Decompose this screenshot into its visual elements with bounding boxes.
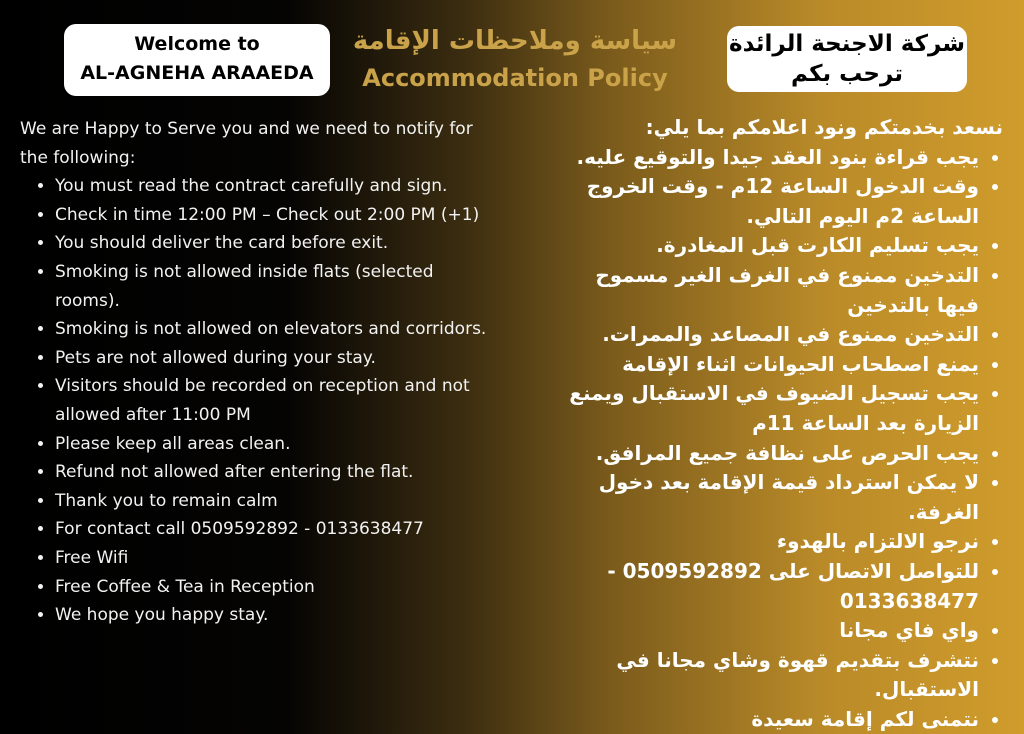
english-policy-item: • Please keep all areas clean.: [55, 430, 490, 459]
arabic-policy-item: • يجب تسجيل الضيوف في الاستقبال ويمنع الزيارة بعد الساعة 11م: [548, 379, 979, 438]
english-policy-list: [20, 172, 490, 630]
company-name-arabic: شركة الاجنحة الرائدة: [729, 31, 965, 57]
english-policy-item: • Check in time 12:00 PM – Check out 2:00 PM (+1): [55, 201, 490, 230]
arabic-policy-item: • التدخين ممنوع في الغرف الغير مسموح فيها بالتدخين: [548, 261, 979, 320]
english-policy-item: • For contact call 0509592892 - 0133638477: [55, 515, 490, 544]
arabic-policy-item: • وقت الدخول الساعة 12م - وقت الخروج الساعة 2م اليوم التالي.: [548, 172, 979, 231]
arabic-policy-item: • يمنع اصطحاب الحيوانات اثناء الإقامة: [548, 350, 979, 380]
english-policy-item: • Refund not allowed after entering the flat.: [55, 458, 490, 487]
english-policy-item: • Free Wifi: [55, 544, 490, 573]
arabic-policy-item: • التدخين ممنوع في المصاعد والممرات.: [548, 320, 979, 350]
arabic-policy-list: [548, 143, 1003, 734]
arabic-policy-item: • واي فاي مجانا: [548, 616, 979, 646]
arabic-policy-item: • نتشرف بتقديم قهوة وشاي مجانا في الاستقبال.: [548, 646, 979, 705]
english-policy-item: • Smoking is not allowed inside flats (selected rooms).: [55, 258, 490, 315]
policy-title-arabic: سياسة وملاحظات الإقامة: [352, 26, 678, 56]
english-intro: We are Happy to Serve you and we need to notify for the following:: [20, 119, 473, 168]
english-policy-item: • Free Coffee & Tea in Reception: [55, 573, 490, 602]
english-policy-item: • Smoking is not allowed on elevators and corridors.: [55, 315, 490, 344]
english-policy-item: • We hope you happy stay.: [55, 601, 490, 630]
company-badge-arabic: [727, 26, 967, 92]
english-policy-item: • Pets are not allowed during your stay.: [55, 344, 490, 373]
english-policy-section: [20, 115, 490, 630]
english-policy-item: • Thank you to remain calm: [55, 487, 490, 516]
arabic-policy-item: • للتواصل الاتصال على 0509592892 - 0133638477: [548, 557, 979, 616]
welcome-line-1: Welcome to: [134, 33, 260, 55]
arabic-policy-section: [548, 113, 1003, 734]
arabic-policy-item: • يجب الحرص على نظافة جميع المرافق.: [548, 439, 979, 469]
arabic-intro: نسعد بخدمتكم ونود اعلامكم بما يلي:: [645, 115, 1003, 139]
welcome-line-2: AL-AGNEHA ARAAEDA: [80, 62, 314, 84]
arabic-policy-item: • نرجو الالتزام بالهدوء: [548, 527, 979, 557]
policy-title-english: Accommodation Policy: [362, 64, 668, 92]
arabic-policy-item: • يجب قراءة بنود العقد جيدا والتوقيع عليه.: [548, 143, 979, 173]
english-policy-item: • Visitors should be recorded on reception and not allowed after 11:00 PM: [55, 372, 490, 429]
welcome-badge: [64, 24, 330, 96]
english-policy-item: • You must read the contract carefully and sign.: [55, 172, 490, 201]
company-welcome-arabic: ترحب بكم: [791, 61, 903, 87]
english-policy-item: • You should deliver the card before exit.: [55, 229, 490, 258]
arabic-policy-item: • لا يمكن استرداد قيمة الإقامة بعد دخول الغرفة.: [548, 468, 979, 527]
arabic-policy-item: • يجب تسليم الكارت قبل المغادرة.: [548, 231, 979, 261]
arabic-policy-item: • نتمنى لكم إقامة سعيدة: [548, 705, 979, 734]
